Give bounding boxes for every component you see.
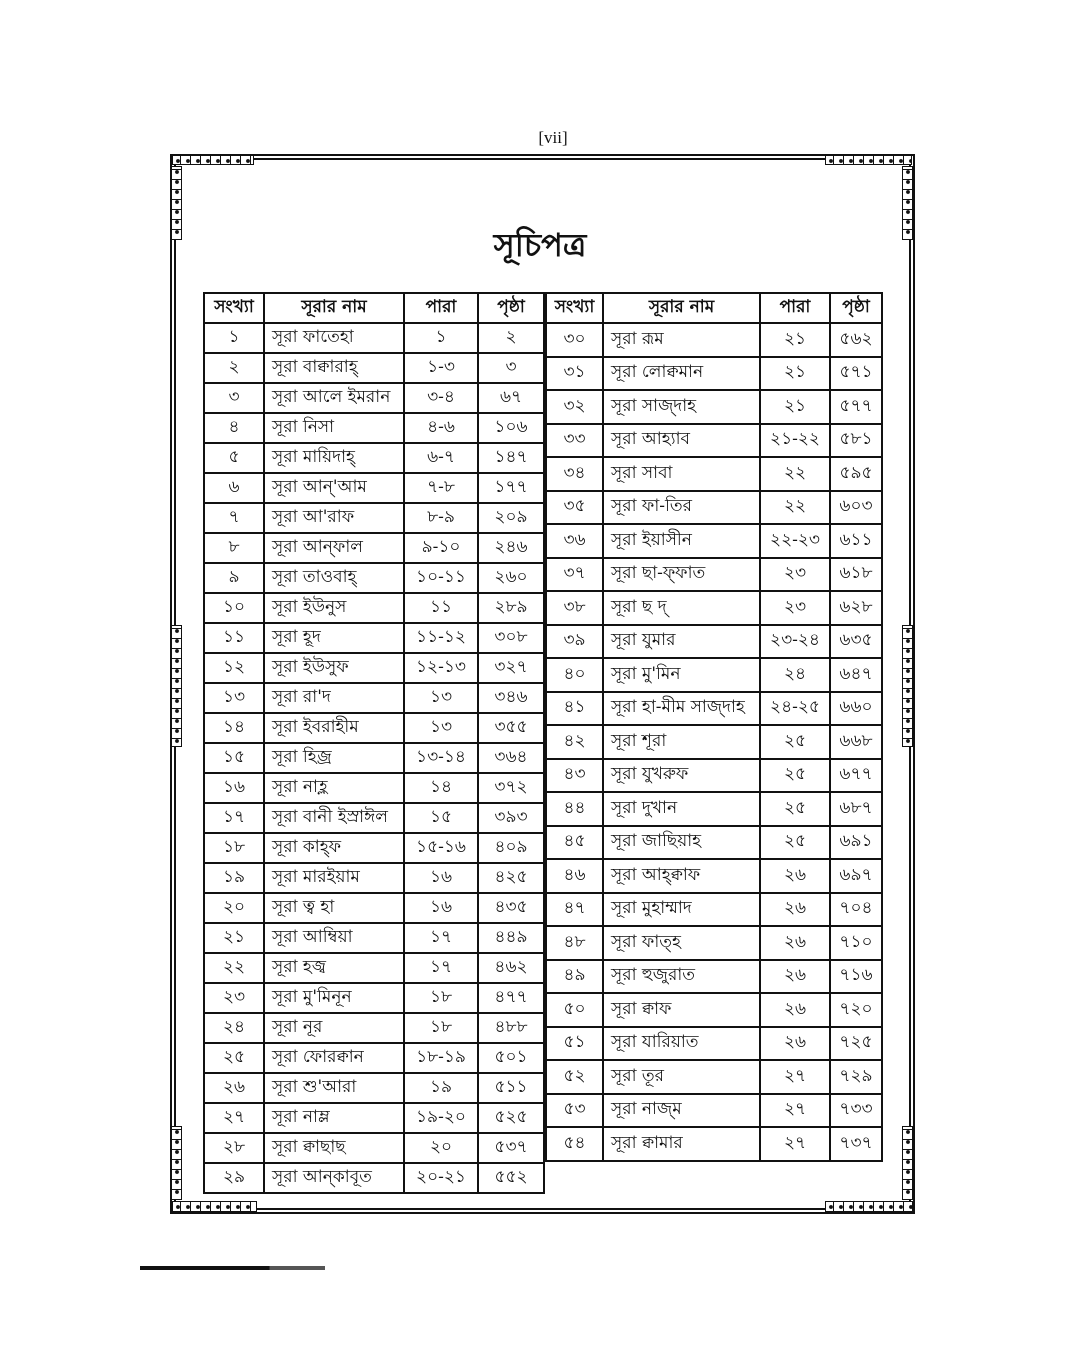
- frame-ornament-right-bottom: [902, 1126, 913, 1200]
- column-header-page: পৃষ্ঠা: [830, 293, 882, 323]
- footnote-rule: [140, 1266, 325, 1270]
- toc-row: [204, 683, 544, 713]
- surah-name-cell: সূরা লোক্বমান: [603, 357, 760, 391]
- surah-name-cell: সূরা তাওবাহ্: [264, 563, 404, 593]
- para-cell: ৬-৭: [404, 443, 478, 473]
- para-cell: ২৩: [760, 558, 830, 592]
- toc-row: [546, 390, 882, 424]
- surah-number-cell: ৩৭: [546, 558, 603, 592]
- surah-number-cell: ৪৯: [546, 960, 603, 994]
- toc-row: [546, 1060, 882, 1094]
- para-cell: ১-৩: [404, 353, 478, 383]
- para-cell: ১০-১১: [404, 563, 478, 593]
- surah-name-cell: সূরা ইউনুস: [264, 593, 404, 623]
- page-number-cell: ৬০৩: [830, 491, 882, 525]
- surah-name-cell: সূরা যুখরুফ: [603, 759, 760, 793]
- toc-row: [204, 743, 544, 773]
- surah-name-cell: সূরা রা'দ: [264, 683, 404, 713]
- surah-number-cell: ৫৩: [546, 1094, 603, 1128]
- page-number-cell: ৫৫২: [478, 1163, 544, 1193]
- page-number-cell: ৫৮১: [830, 424, 882, 458]
- toc-row: [546, 323, 882, 357]
- toc-row: [204, 623, 544, 653]
- para-cell: ২৬: [760, 1027, 830, 1061]
- surah-name-cell: সূরা ক্বাছাছ: [264, 1133, 404, 1163]
- surah-number-cell: ৪৮: [546, 926, 603, 960]
- surah-name-cell: সূরা আলে ইমরান: [264, 383, 404, 413]
- surah-name-cell: সূরা ফাতেহা: [264, 323, 404, 353]
- surah-number-cell: ৩০: [546, 323, 603, 357]
- surah-number-cell: ২: [204, 353, 264, 383]
- para-cell: ১৩: [404, 683, 478, 713]
- surah-name-cell: সূরা আন্কাবূত: [264, 1163, 404, 1193]
- para-cell: ২৬: [760, 859, 830, 893]
- toc-row: [204, 863, 544, 893]
- para-cell: ২২-২৩: [760, 524, 830, 558]
- surah-name-cell: সূরা আন্'আম: [264, 473, 404, 503]
- para-cell: ৭-৮: [404, 473, 478, 503]
- para-cell: ২১: [760, 390, 830, 424]
- page-number-cell: ৪৪৯: [478, 923, 544, 953]
- toc-row: [546, 926, 882, 960]
- surah-number-cell: ১৭: [204, 803, 264, 833]
- surah-number-cell: ২১: [204, 923, 264, 953]
- para-cell: ১৮: [404, 1013, 478, 1043]
- surah-number-cell: ৯: [204, 563, 264, 593]
- para-cell: ২১-২২: [760, 424, 830, 458]
- toc-table-left: [203, 292, 545, 1194]
- page-number-cell: ২৪৬: [478, 533, 544, 563]
- surah-number-cell: ১৮: [204, 833, 264, 863]
- column-header-name: সূরার নাম: [603, 293, 760, 323]
- page-number-cell: ৪২৫: [478, 863, 544, 893]
- page-number-cell: ৩০৮: [478, 623, 544, 653]
- toc-row: [204, 773, 544, 803]
- surah-name-cell: সূরা নিসা: [264, 413, 404, 443]
- surah-number-cell: ৪২: [546, 725, 603, 759]
- column-header-name: সূরার নাম: [264, 293, 404, 323]
- para-cell: ২৫: [760, 725, 830, 759]
- page-number-cell: ৬৪৭: [830, 658, 882, 692]
- toc-row: [546, 457, 882, 491]
- surah-name-cell: সূরা সাবা: [603, 457, 760, 491]
- page-number-cell: ১০৬: [478, 413, 544, 443]
- page-number-cell: ৫৬২: [830, 323, 882, 357]
- toc-row: [204, 503, 544, 533]
- surah-name-cell: সূরা নাজ্ম: [603, 1094, 760, 1128]
- surah-number-cell: ৩১: [546, 357, 603, 391]
- surah-name-cell: সূরা হা-মীম সাজ্দাহ: [603, 692, 760, 726]
- toc-row: [546, 792, 882, 826]
- page-number-cell: ৫৭৭: [830, 390, 882, 424]
- surah-number-cell: ১: [204, 323, 264, 353]
- para-cell: ১৫-১৬: [404, 833, 478, 863]
- surah-name-cell: সূরা সাজ্দাহ: [603, 390, 760, 424]
- surah-number-cell: ৩৮: [546, 591, 603, 625]
- surah-name-cell: সূরা নাম্ল: [264, 1103, 404, 1133]
- surah-name-cell: সূরা যারিয়াত: [603, 1027, 760, 1061]
- surah-number-cell: ১৯: [204, 863, 264, 893]
- page-number-cell: ৩২৭: [478, 653, 544, 683]
- surah-name-cell: সূরা বাক্বারাহ্: [264, 353, 404, 383]
- para-cell: ১৩-১৪: [404, 743, 478, 773]
- frame-ornament-right-middle: [902, 625, 913, 747]
- para-cell: ১৫: [404, 803, 478, 833]
- surah-number-cell: ১২: [204, 653, 264, 683]
- surah-name-cell: সূরা নূর: [264, 1013, 404, 1043]
- para-cell: ১১: [404, 593, 478, 623]
- toc-row: [546, 893, 882, 927]
- page-number-cell: ৭৩৩: [830, 1094, 882, 1128]
- toc-row: [546, 1094, 882, 1128]
- surah-name-cell: সূরা ছা-ফ্ফাত: [603, 558, 760, 592]
- page-number-cell: ৬২৮: [830, 591, 882, 625]
- para-cell: ২০-২১: [404, 1163, 478, 1193]
- para-cell: ১৮: [404, 983, 478, 1013]
- page-number-cell: ৪৩৫: [478, 893, 544, 923]
- column-header-page: পৃষ্ঠা: [478, 293, 544, 323]
- surah-name-cell: সূরা আহ্যাব: [603, 424, 760, 458]
- toc-row: [546, 357, 882, 391]
- page-number-cell: ২৮৯: [478, 593, 544, 623]
- para-cell: ১৯: [404, 1073, 478, 1103]
- para-cell: ২৭: [760, 1060, 830, 1094]
- para-cell: ২৬: [760, 960, 830, 994]
- column-header-number: সংখ্যা: [546, 293, 603, 323]
- surah-name-cell: সূরা ক্বাফ: [603, 993, 760, 1027]
- page-number-cell: ৬৮৭: [830, 792, 882, 826]
- surah-name-cell: সূরা শু'আরা: [264, 1073, 404, 1103]
- para-cell: ৮-৯: [404, 503, 478, 533]
- surah-number-cell: ২০: [204, 893, 264, 923]
- surah-number-cell: ৮: [204, 533, 264, 563]
- toc-row: [546, 1127, 882, 1161]
- page-number-cell: ৬৬০: [830, 692, 882, 726]
- para-cell: ১৭: [404, 953, 478, 983]
- surah-name-cell: সূরা তূর: [603, 1060, 760, 1094]
- toc-row: [546, 960, 882, 994]
- page-number-cell: ৫৯৫: [830, 457, 882, 491]
- surah-number-cell: ৪৭: [546, 893, 603, 927]
- surah-number-cell: ৩৫: [546, 491, 603, 525]
- page-number: [vii]: [538, 128, 568, 147]
- toc-row: [546, 491, 882, 525]
- toc-row: [204, 323, 544, 353]
- surah-number-cell: ৪৩: [546, 759, 603, 793]
- column-header-para: পারা: [404, 293, 478, 323]
- para-cell: ১: [404, 323, 478, 353]
- surah-number-cell: ৪: [204, 413, 264, 443]
- para-cell: ২২: [760, 491, 830, 525]
- para-cell: ২৪-২৫: [760, 692, 830, 726]
- para-cell: ৩-৪: [404, 383, 478, 413]
- page-number-cell: ৫৭১: [830, 357, 882, 391]
- page-number-cell: ৪০৯: [478, 833, 544, 863]
- page-number-cell: ৭২৫: [830, 1027, 882, 1061]
- page-number-cell: ৬৯১: [830, 826, 882, 860]
- toc-row: [546, 725, 882, 759]
- page-number-cell: ৩৭২: [478, 773, 544, 803]
- page-number-cell: ৭২৯: [830, 1060, 882, 1094]
- para-cell: ১৬: [404, 863, 478, 893]
- para-cell: ১৮-১৯: [404, 1043, 478, 1073]
- surah-name-cell: সূরা কাহ্ফ: [264, 833, 404, 863]
- para-cell: ৪-৬: [404, 413, 478, 443]
- frame-ornament-bottom-left: [172, 1201, 257, 1212]
- toc-row: [204, 353, 544, 383]
- surah-name-cell: সূরা হিজ্র: [264, 743, 404, 773]
- toc-row: [204, 1133, 544, 1163]
- surah-name-cell: সূরা হূদ: [264, 623, 404, 653]
- toc-row: [204, 713, 544, 743]
- toc-row: [204, 923, 544, 953]
- page-number-cell: ২৬০: [478, 563, 544, 593]
- page-title: সূচিপত্র: [493, 226, 587, 264]
- toc-row: [204, 1103, 544, 1133]
- page-number-cell: ৩: [478, 353, 544, 383]
- para-cell: ২২: [760, 457, 830, 491]
- surah-name-cell: সূরা মু'মিন: [603, 658, 760, 692]
- para-cell: ২৩: [760, 591, 830, 625]
- surah-name-cell: সূরা আন্ফাল: [264, 533, 404, 563]
- surah-name-cell: সূরা রূম: [603, 323, 760, 357]
- page-number-cell: ৭১৬: [830, 960, 882, 994]
- page-number-cell: ৩৬৪: [478, 743, 544, 773]
- para-cell: ১৪: [404, 773, 478, 803]
- page-number-cell: ৬৭: [478, 383, 544, 413]
- page-number-cell: ৬৬৮: [830, 725, 882, 759]
- para-cell: ২১: [760, 357, 830, 391]
- page-number-cell: ৪৭৭: [478, 983, 544, 1013]
- surah-number-cell: ১৫: [204, 743, 264, 773]
- toc-row: [546, 859, 882, 893]
- surah-name-cell: সূরা শূরা: [603, 725, 760, 759]
- surah-number-cell: ২৩: [204, 983, 264, 1013]
- surah-name-cell: সূরা বানী ইস্রাঈল: [264, 803, 404, 833]
- frame-ornament-left-middle: [171, 625, 182, 747]
- toc-table-right: [545, 292, 883, 1162]
- surah-name-cell: সূরা ইয়াসীন: [603, 524, 760, 558]
- surah-number-cell: ১১: [204, 623, 264, 653]
- para-cell: ২৫: [760, 792, 830, 826]
- toc-row: [546, 524, 882, 558]
- para-cell: ১৯-২০: [404, 1103, 478, 1133]
- surah-number-cell: ২৭: [204, 1103, 264, 1133]
- surah-name-cell: সূরা যুমার: [603, 625, 760, 659]
- surah-number-cell: ৫: [204, 443, 264, 473]
- page-number-cell: ৬১১: [830, 524, 882, 558]
- page-number-cell: ৬৩৫: [830, 625, 882, 659]
- toc-row: [204, 473, 544, 503]
- para-cell: ২৬: [760, 893, 830, 927]
- page-number-cell: ৭৩৭: [830, 1127, 882, 1161]
- toc-row: [204, 803, 544, 833]
- page-number-cell: ৬৯৭: [830, 859, 882, 893]
- para-cell: ১৭: [404, 923, 478, 953]
- toc-row: [546, 591, 882, 625]
- surah-number-cell: ৪৪: [546, 792, 603, 826]
- page-number-cell: ৬১৮: [830, 558, 882, 592]
- para-cell: ২৫: [760, 759, 830, 793]
- page-number-cell: ৭১০: [830, 926, 882, 960]
- para-cell: ১৬: [404, 893, 478, 923]
- surah-name-cell: সূরা ক্বামার: [603, 1127, 760, 1161]
- surah-name-cell: সূরা মুহাম্মাদ: [603, 893, 760, 927]
- surah-name-cell: সূরা দুখান: [603, 792, 760, 826]
- frame-ornament-top-left: [172, 155, 254, 165]
- para-cell: ২১: [760, 323, 830, 357]
- page-number-cell: ৭২০: [830, 993, 882, 1027]
- surah-number-cell: ৪০: [546, 658, 603, 692]
- toc-row: [546, 625, 882, 659]
- page-number-cell: ৩৪৬: [478, 683, 544, 713]
- toc-row: [546, 658, 882, 692]
- toc-row: [204, 383, 544, 413]
- toc-row: [546, 692, 882, 726]
- surah-number-cell: ১০: [204, 593, 264, 623]
- page-number-cell: ৫৩৭: [478, 1133, 544, 1163]
- toc-row: [204, 983, 544, 1013]
- page-number-cell: ৫১১: [478, 1073, 544, 1103]
- toc-row: [204, 1163, 544, 1193]
- surah-number-cell: ৩৬: [546, 524, 603, 558]
- frame-ornament-top-right: [825, 155, 912, 165]
- surah-number-cell: ৩: [204, 383, 264, 413]
- toc-row: [204, 1043, 544, 1073]
- surah-number-cell: ২৮: [204, 1133, 264, 1163]
- surah-number-cell: ৫২: [546, 1060, 603, 1094]
- toc-header-row: [546, 293, 882, 323]
- surah-number-cell: ২২: [204, 953, 264, 983]
- page-number-cell: ১৪৭: [478, 443, 544, 473]
- toc-row: [204, 833, 544, 863]
- para-cell: ২৭: [760, 1127, 830, 1161]
- toc-row: [204, 653, 544, 683]
- frame-ornament-bottom-right: [825, 1201, 913, 1212]
- surah-name-cell: সূরা মারইয়াম: [264, 863, 404, 893]
- para-cell: ২৫: [760, 826, 830, 860]
- surah-name-cell: সূরা ইউসুফ: [264, 653, 404, 683]
- surah-number-cell: ২৫: [204, 1043, 264, 1073]
- surah-number-cell: ৩৪: [546, 457, 603, 491]
- para-cell: ১১-১২: [404, 623, 478, 653]
- para-cell: ১৩: [404, 713, 478, 743]
- page-number-cell: ৫০১: [478, 1043, 544, 1073]
- para-cell: ২০: [404, 1133, 478, 1163]
- page-number-cell: ১৭৭: [478, 473, 544, 503]
- para-cell: ২৬: [760, 993, 830, 1027]
- para-cell: ২৬: [760, 926, 830, 960]
- page-number-cell: ৭০৪: [830, 893, 882, 927]
- page-number-cell: ৪৬২: [478, 953, 544, 983]
- toc-row: [546, 993, 882, 1027]
- surah-number-cell: ৪৬: [546, 859, 603, 893]
- toc-row: [204, 533, 544, 563]
- toc-row: [204, 1013, 544, 1043]
- surah-number-cell: ৪৫: [546, 826, 603, 860]
- surah-name-cell: সূরা হজ্ব: [264, 953, 404, 983]
- frame-ornament-left-bottom: [171, 1126, 182, 1200]
- surah-name-cell: সূরা ফোরক্বান: [264, 1043, 404, 1073]
- column-header-number: সংখ্যা: [204, 293, 264, 323]
- surah-name-cell: সূরা আহ্ক্বাফ: [603, 859, 760, 893]
- surah-number-cell: ৬: [204, 473, 264, 503]
- surah-name-cell: সূরা ইবরাহীম: [264, 713, 404, 743]
- para-cell: ৯-১০: [404, 533, 478, 563]
- page-number-cell: ৪৮৮: [478, 1013, 544, 1043]
- toc-row: [204, 893, 544, 923]
- surah-number-cell: ১৪: [204, 713, 264, 743]
- frame-ornament-right-top: [902, 166, 913, 240]
- surah-name-cell: সূরা আ'রাফ: [264, 503, 404, 533]
- toc-row: [546, 558, 882, 592]
- toc-header-row: [204, 293, 544, 323]
- page-number-cell: ৩৯৩: [478, 803, 544, 833]
- page-number-cell: ৫২৫: [478, 1103, 544, 1133]
- toc-row: [204, 593, 544, 623]
- page-number-cell: ২০৯: [478, 503, 544, 533]
- toc-row: [546, 1027, 882, 1061]
- frame-ornament-left-top: [171, 166, 182, 240]
- surah-name-cell: সূরা ছ দ্: [603, 591, 760, 625]
- toc-row: [204, 443, 544, 473]
- surah-number-cell: ৭: [204, 503, 264, 533]
- toc-row: [546, 424, 882, 458]
- surah-number-cell: ১৬: [204, 773, 264, 803]
- page-number-cell: ২: [478, 323, 544, 353]
- toc-row: [546, 826, 882, 860]
- page-number-cell: ৬৭৭: [830, 759, 882, 793]
- para-cell: ২৪: [760, 658, 830, 692]
- surah-number-cell: ৫৪: [546, 1127, 603, 1161]
- surah-name-cell: সূরা মু'মিনূন: [264, 983, 404, 1013]
- surah-name-cell: সূরা হুজুরাত: [603, 960, 760, 994]
- surah-name-cell: সূরা নাহ্ল: [264, 773, 404, 803]
- surah-number-cell: ৩৯: [546, 625, 603, 659]
- surah-name-cell: সূরা ত্ব হা: [264, 893, 404, 923]
- surah-name-cell: সূরা আম্বিয়া: [264, 923, 404, 953]
- toc-row: [546, 759, 882, 793]
- surah-number-cell: ২৬: [204, 1073, 264, 1103]
- surah-name-cell: সূরা মায়িদাহ্: [264, 443, 404, 473]
- surah-number-cell: ১৩: [204, 683, 264, 713]
- toc-row: [204, 563, 544, 593]
- surah-number-cell: ৫১: [546, 1027, 603, 1061]
- toc-row: [204, 413, 544, 443]
- surah-number-cell: ৫০: [546, 993, 603, 1027]
- surah-name-cell: সূরা ফা-তির: [603, 491, 760, 525]
- page-number-cell: ৩৫৫: [478, 713, 544, 743]
- para-cell: ১২-১৩: [404, 653, 478, 683]
- surah-number-cell: ৪১: [546, 692, 603, 726]
- surah-number-cell: ৩৩: [546, 424, 603, 458]
- para-cell: ২৩-২৪: [760, 625, 830, 659]
- surah-number-cell: ৩২: [546, 390, 603, 424]
- column-header-para: পারা: [760, 293, 830, 323]
- surah-number-cell: ২৪: [204, 1013, 264, 1043]
- para-cell: ২৭: [760, 1094, 830, 1128]
- toc-row: [204, 1073, 544, 1103]
- surah-name-cell: সূরা জাছিয়াহ: [603, 826, 760, 860]
- toc-row: [204, 953, 544, 983]
- surah-number-cell: ২৯: [204, 1163, 264, 1193]
- surah-name-cell: সূরা ফাত্হ: [603, 926, 760, 960]
